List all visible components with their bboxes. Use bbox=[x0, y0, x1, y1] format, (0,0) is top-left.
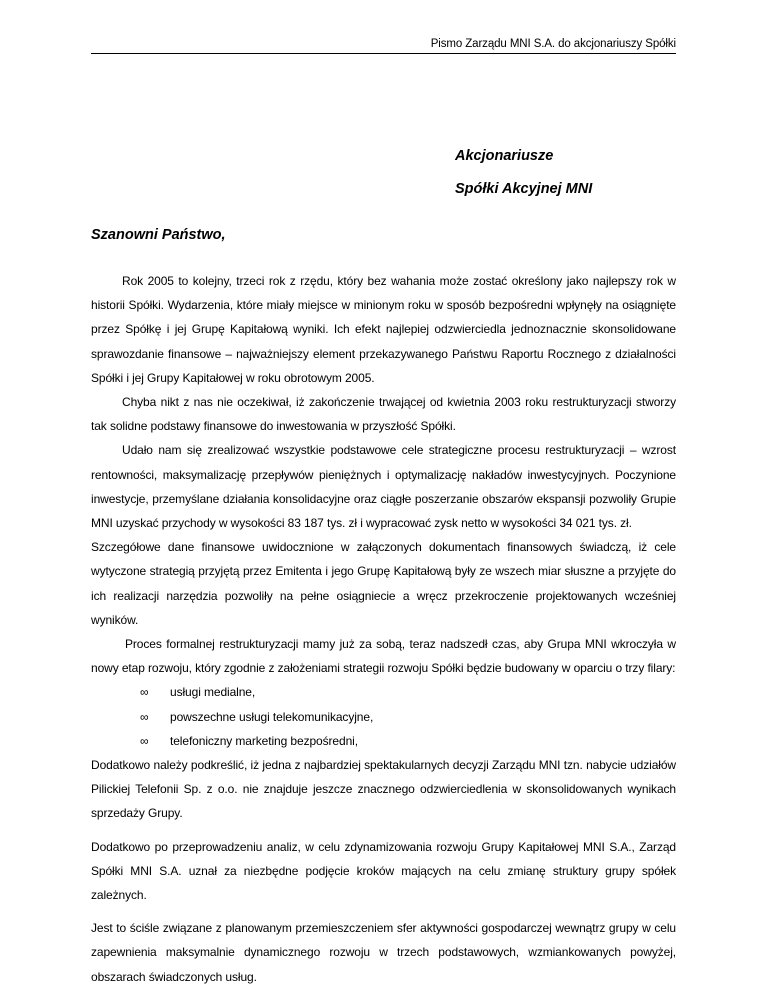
running-header: Pismo Zarządu MNI S.A. do akcjonariuszy Spółki bbox=[91, 38, 676, 54]
list-item-text: telefoniczny marketing bezpośredni, bbox=[170, 733, 358, 748]
letter-body bbox=[91, 269, 676, 989]
paragraph: Dodatkowo należy podkreślić, iż jedna z najbardziej spektakularnych decyzji Zarządu MNI tzn. nabycie udziałów Pilickiej Telefonii Sp. z o.o. nie znajduje jeszcze znacznego odzwierciedlenia w skonsolidowanych wynikach sprzedaży Grupy. bbox=[91, 758, 676, 821]
paragraph: Rok 2005 to kolejny, trzeci rok z rzędu, który bez wahania może zostać określony jako najlepszy rok w historii Spółki. Wydarzenia, które miały miejsce w minionym roku w sposób bezpośredni wpłynęły na osiągnięte przez Spółkę i jej Grupę Kapitałową wyniki. Ich efekt najlepiej odzwierciedla jednoznacznie skonsolidowane sprawozdanie finansowe – najważniejszy element przekazywanego Państwu Raportu Rocznego z działalności Spółki i jej Grupy Kapitałowej w roku obrotowym 2005. bbox=[91, 274, 676, 385]
list-item-text: powszechne usługi telekomunikacyjne, bbox=[170, 709, 374, 724]
infinity-bullet-icon: ∞ bbox=[140, 733, 149, 748]
salutation: Szanowni Państwo, bbox=[91, 227, 226, 243]
list-item bbox=[91, 729, 676, 753]
list-item bbox=[91, 680, 676, 704]
addressee-line-2: Spółki Akcyjnej MNI bbox=[455, 181, 593, 197]
paragraph: Udało nam się zrealizować wszystkie podstawowe cele strategiczne procesu restrukturyzacji – wzrost rentowności, maksymalizację przepływów pieniężnych i optymalizację nakładów inwestycyjnych. Poczynione inwestycje, przemyślane działania konsolidacyjne oraz ciągłe poszerzanie obszarów ekspansji pozwoliły Grupie MNI uzyskać przychody w wysokości 83 187 tys. zł i wypracować zysk netto w wysokości 34 021 tys. zł. bbox=[91, 443, 676, 531]
infinity-bullet-icon: ∞ bbox=[140, 709, 149, 724]
addressee-block bbox=[455, 140, 592, 206]
addressee-line-1: Akcjonariusze bbox=[455, 148, 554, 164]
paragraph: Dodatkowo po przeprowadzeniu analiz, w celu zdynamizowania rozwoju Grupy Kapitałowej MNI S.A., Zarząd Spółki MNI S.A. uznał za niezbędne podjęcie kroków mających na celu zmianę struktury grupy spółek zależnych. bbox=[91, 839, 676, 903]
list-item-text: usługi medialne, bbox=[170, 685, 256, 700]
list-item bbox=[91, 705, 676, 729]
pillars-list bbox=[91, 680, 676, 753]
paragraph: Jest to ściśle związane z planowanym przemieszczeniem sfer aktywności gospodarczej wewnątrz grupy w celu zapewnienia maksymalnie dynamicznego rozwoju w trzech podstawowych, wzmiankowanych powyżej, obszarach świadczonych usług. bbox=[91, 921, 676, 984]
paragraph: Szczegółowe dane finansowe uwidocznione w załączonych dokumentach finansowych świadczą, iż cele wytyczone strategią przyjętą przez Emitenta i jego Grupę Kapitałową były ze wszech miar słuszne a przyjęte do ich realizacji narzędzia pozwoliły na pełne osiągniecie a wręcz przekroczenie projektowanych wcześniej wyników. bbox=[91, 540, 676, 627]
infinity-bullet-icon: ∞ bbox=[140, 685, 149, 700]
paragraph: Chyba nikt z nas nie oczekiwał, iż zakończenie trwającej od kwietnia 2003 roku restrukturyzacji stworzy tak solidne podstawy finansowe do inwestowania w przyszłość Spółki. bbox=[91, 395, 676, 434]
paragraph: Proces formalnej restrukturyzacji mamy już za sobą, teraz nadszedł czas, aby Grupa MNI wkroczyła w nowy etap rozwoju, który zgodnie z założeniami strategii rozwoju Spółki będzie budowany w oparciu o trzy filary: bbox=[91, 637, 676, 676]
